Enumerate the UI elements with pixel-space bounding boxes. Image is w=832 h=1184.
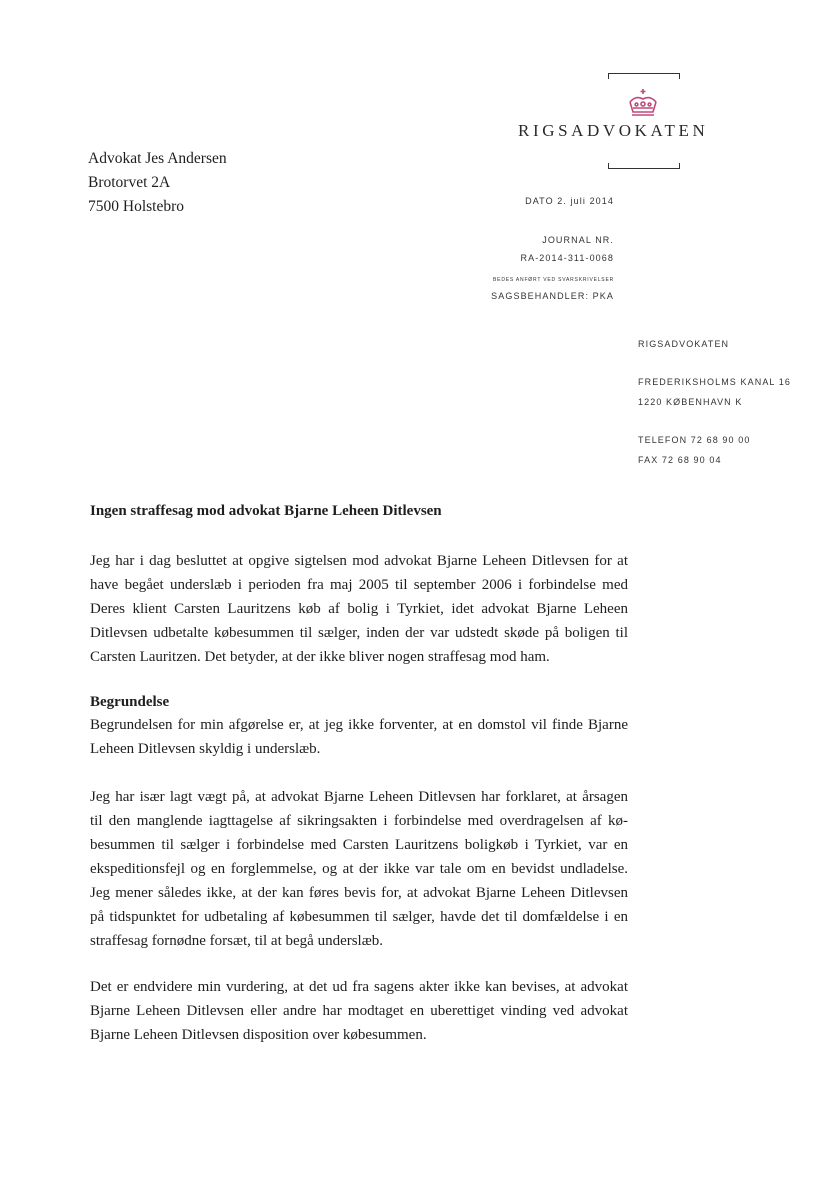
sender-fax: FAX 72 68 90 04 bbox=[638, 455, 722, 465]
recipient-city: 7500 Holstebro bbox=[88, 198, 185, 215]
paragraph-decision bbox=[90, 549, 628, 669]
paragraph-line: besummen til sælger i forbindelse med Carsten Lauritzens boligkøb i Tyrkiet, var en bbox=[90, 837, 628, 853]
sender-street: FREDERIKSHOLMS KANAL 16 bbox=[638, 377, 792, 387]
paragraph-line: Jeg mener således ikke, at der kan føres bevis for, at advokat Bjarne Leheen Ditlevsen bbox=[90, 885, 628, 901]
paragraph-line: Begrundelsen for min afgørelse er, at jeg ikke forventer, at en domstol vil finde Bjarne bbox=[90, 717, 628, 733]
recipient-address bbox=[88, 147, 227, 219]
journal-label: JOURNAL NR. bbox=[542, 235, 614, 245]
paragraph-reason bbox=[90, 713, 628, 761]
paragraph-emphasis bbox=[90, 785, 628, 953]
logo-bracket-bottom bbox=[608, 163, 680, 169]
paragraph-line: Ditlevsen udbetalte købesummen til sælger, inden der var udstedt skøde på boligen til bbox=[90, 625, 628, 641]
letter-date: DATO 2. juli 2014 bbox=[525, 196, 614, 206]
journal-note: BEDES ANFØRT VED SVARSKRIVELSER bbox=[493, 277, 614, 283]
paragraph-line: Deres klient Carsten Lauritzens køb af bolig i Tyrkiet, idet advokat Bjarne Leheen bbox=[90, 601, 628, 617]
paragraph-line: straffesag fornødne forsæt, til at begå underslæb. bbox=[90, 933, 383, 949]
paragraph-line: på tidspunktet for udbetaling af købesummen til sælger, havde det til domfældelse i en bbox=[90, 909, 628, 925]
paragraph-line: Carsten Lauritzen. Det betyder, at der ikke bliver nogen straffesag mod ham. bbox=[90, 649, 550, 665]
paragraph-line: til den manglende iagttagelse af sikringsakten i forbindelse med overdragelsen af kø- bbox=[90, 813, 628, 829]
letter-subject: Ingen straffesag mod advokat Bjarne Leheen Ditlevsen bbox=[90, 503, 442, 519]
paragraph-line: have begået underslæb i perioden fra maj 2005 til september 2006 i forbindelse med bbox=[90, 577, 628, 593]
sender-phone: TELEFON 72 68 90 00 bbox=[638, 435, 751, 445]
paragraph-line: Bjarne Leheen Ditlevsen disposition over købesummen. bbox=[90, 1027, 427, 1043]
recipient-name: Advokat Jes Andersen bbox=[88, 150, 227, 167]
recipient-street: Brotorvet 2A bbox=[88, 174, 171, 191]
paragraph-line: Leheen Ditlevsen skyldig i underslæb. bbox=[90, 741, 321, 757]
case-officer: SAGSBEHANDLER: PKA bbox=[491, 291, 614, 301]
section-heading: Begrundelse bbox=[90, 694, 170, 710]
paragraph-line: Jeg har især lagt vægt på, at advokat Bjarne Leheen Ditlevsen har forklaret, at årsagen bbox=[90, 789, 628, 805]
paragraph-line: Jeg har i dag besluttet at opgive sigtelsen mod advokat Bjarne Leheen Ditlevsen for at bbox=[90, 553, 628, 569]
journal-number: RA-2014-311-0068 bbox=[520, 253, 614, 263]
paragraph-line: ekspeditionsfejl og en forglemmelse, og at der ikke var tale om en bevidst undladelse. bbox=[90, 861, 628, 877]
logo-bracket-top bbox=[608, 73, 680, 79]
sender-name: RIGSADVOKATEN bbox=[638, 339, 730, 349]
crown-icon bbox=[626, 88, 660, 118]
sender-city: 1220 KØBENHAVN K bbox=[638, 397, 743, 407]
paragraph-line: Bjarne Leheen Ditlevsen eller andre har modtaget en uberettiget vinding ved advokat bbox=[90, 1003, 628, 1019]
paragraph-assessment bbox=[90, 975, 628, 1047]
paragraph-line: Det er endvidere min vurdering, at det ud fra sagens akter ikke kan bevises, at advokat bbox=[90, 979, 628, 995]
letterhead-org-name: RIGSADVOKATEN bbox=[518, 121, 709, 140]
